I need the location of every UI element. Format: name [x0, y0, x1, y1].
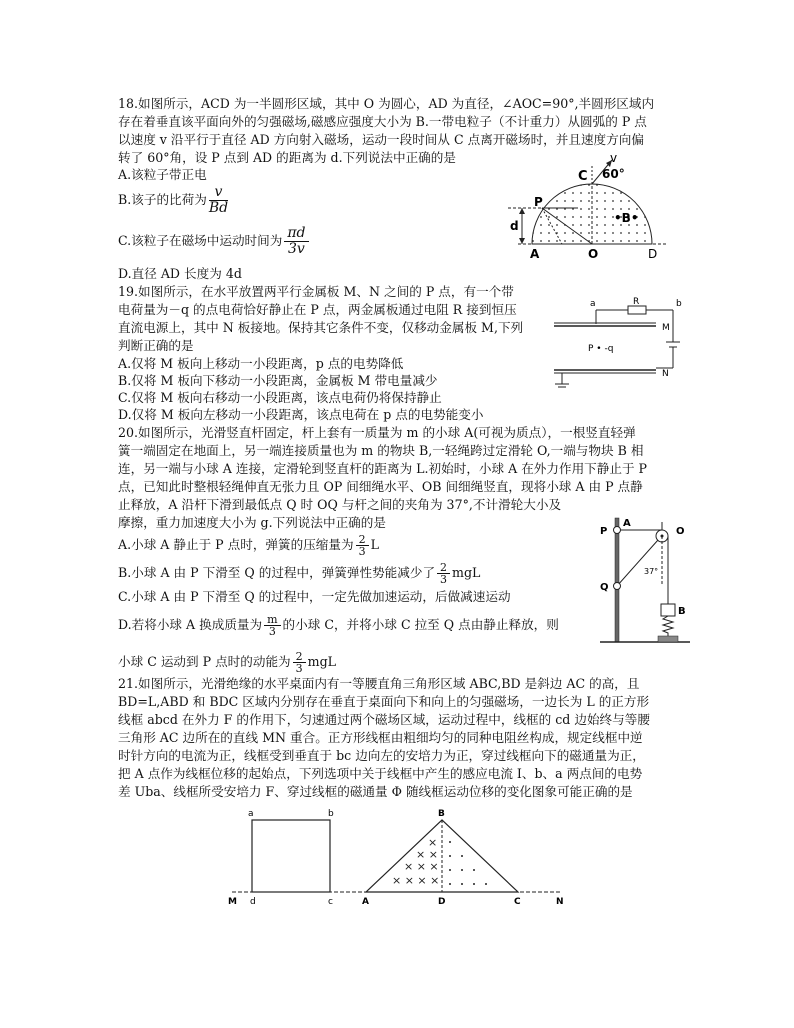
q19-fig-p: P • -q [588, 344, 614, 354]
q18-fig-angle: 60° [602, 167, 625, 181]
q18-line-4: 转了 60°角，设 P 点到 AD 的距离为 d.下列说法中正确的是 [118, 150, 456, 165]
svg-text:× × ×: × × × [404, 860, 439, 873]
q20-option-d: D.若将小球 A 换成质量为 $\frac{m}{3}$ 的小球 C，并将小球 C 拉至 Q 点由静止释放，则 [118, 613, 559, 638]
q21-fig-a-point: A [362, 897, 369, 906]
q20-line-5: 止释放，A 沿杆下滑到最低点 Q 时 OQ 与杆之间的夹角为 37°,不计滑轮大小及 [118, 497, 562, 512]
q21-magnetic-field-figure [222, 806, 572, 906]
q21-line-4: 三角形 AC 边所在的直线 MN 重合。正方形线框由粗细均匀的同种电阻丝构成，规定线框中逆 [118, 730, 643, 745]
q18-line-3: 以速度 v 沿平行于直径 AD 方向射入磁场，运动一段时间从 C 点离开磁场时，并且速度方向偏 [118, 132, 644, 147]
q19-fig-n: N [662, 369, 669, 379]
q21-fig-d: d [250, 897, 256, 906]
q18-option-b: B.该子的比荷为 $\frac{v}{Bd}$ [118, 184, 229, 216]
q21-fig-c-point: C [514, 897, 521, 906]
q19-option-b: B.仅将 M 板向下移动一小段距离，金属板 M 带电量减少 [118, 373, 438, 388]
q20-fig-angle: 37° [644, 567, 659, 576]
q20-option-b: B.小球 A 由 P 下滑至 Q 的过程中，弹簧弹性势能减少了 $\frac{2}{3}$ mgL [118, 561, 481, 586]
q21-line-1: 21.如图所示，光滑绝缘的水平桌面内有一等腰直角三角形区域 ABC,BD 是斜边 AC 的高，且 [118, 676, 640, 691]
q19-line-4: 判断正确的是 [118, 338, 194, 353]
q18-fig-o: O [588, 247, 599, 261]
q20-fig-p: P [600, 526, 608, 537]
q21-line-2: BD=L,ABD 和 BDC 区域内分别存在垂直于桌面向下和向上的匀强磁场，一边长为 L 的正方形 [118, 694, 650, 709]
q18-fig-d: d [510, 219, 519, 233]
q19-fig-b: b [676, 299, 682, 309]
q19-option-a: A.仅将 M 板向上移动一小段距离，p 点的电势降低 [118, 356, 404, 371]
q20-option-c: C.小球 A 由 P 下滑至 Q 的过程中，一定先做加速运动，后做减速运动 [118, 589, 511, 604]
q18-line-2: 存在着垂直该平面向外的匀强磁场,磁感应强度大小为 B.一带电粒子（不计重力）从圆弧的 P 点 [118, 114, 647, 129]
q18-semicircle-figure [498, 150, 678, 262]
q20-pulley-figure [590, 512, 700, 650]
q18-fig-b: •B• [614, 211, 639, 225]
q21-fig-n: N [556, 897, 564, 906]
q19-fig-a: a [590, 299, 596, 309]
q19-fig-r: R [633, 297, 640, 307]
q21-fig-c: c [328, 897, 333, 906]
q18-line-1: 18.如图所示，ACD 为一半圆形区域，其中 O 为圆心，AD 为直径，∠AOC=90°,半圆形区域内 [118, 96, 655, 111]
q18-fig-c: C [578, 169, 588, 184]
q21-fig-d-point: D [438, 897, 446, 906]
q19-fig-m: M [662, 323, 670, 333]
q19-option-d: D.仅将 M 板向左移动一小段距离，该点电荷在 p 点的电势能变小 [118, 407, 484, 422]
svg-text:× ×: × × [416, 848, 438, 861]
q20-fig-q: Q [600, 582, 609, 593]
q21-line-5: 时针方向的电流为正，线框受到垂直于 bc 边向左的安培力为正，穿过线框向下的磁通量为正， [118, 748, 645, 763]
q20-option-d-cont: 小球 C 运动到 P 点时的动能为 $\frac{2}{3}$ mgL [118, 650, 337, 675]
q20-fig-o: O [676, 526, 685, 537]
q20-line-3: 连，另一端与小球 A 连接，定滑轮到竖直杆的距离为 L.初始时，小球 A 在外力作用下静止于 P [118, 461, 648, 476]
q20-fig-a: A [623, 518, 631, 529]
q20-option-a: A.小球 A 静止于 P 点时，弹簧的压缩量为 $\frac{2}{3}$ L [118, 533, 379, 558]
q19-line-1: 19.如图所示，在水平放置两平行金属板 M、N 之间的 P 点，有一个带 [118, 284, 514, 299]
q21-line-6: 把 A 点作为线框位移的起始点，下列选项中关于线框中产生的感应电流 I、b、a 两点间的电势 [118, 766, 643, 781]
q21-fig-b: b [328, 809, 334, 819]
q18-option-d: D.直径 AD 长度为 4d [118, 266, 242, 281]
q20-line-2: 簧一端固定在地面上，另一端连接质量也为 m 的物块 B,一轻绳跨过定滑轮 O,一端与物块 B 相 [118, 443, 644, 458]
q20-fig-b: B [678, 606, 686, 617]
q21-line-3: 线框 abcd 在外力 F 的作用下，匀速通过两个磁场区域，运动过程中，线框的 cd 边始终与等腰 [118, 712, 650, 727]
q21-dot-marks [449, 841, 487, 885]
svg-text:× × × ×: × × × × [392, 874, 440, 887]
q18-fig-p: P [534, 195, 543, 209]
q18-fig-d-point: D [648, 247, 658, 261]
q20-line-6: 摩擦，重力加速度大小为 g.下列说法中正确的是 [118, 515, 386, 530]
svg-text:×: × [428, 836, 438, 849]
q18-fig-v: v [610, 151, 618, 165]
q20-line-4: 点，已知此时整根轻绳伸直无张力且 OP 间细绳水平、OB 间细绳竖直，现将小球 A 由 P 点静 [118, 479, 643, 494]
q21-fig-a: a [248, 809, 254, 819]
q18-option-a: A.该粒子带正电 [118, 167, 207, 182]
q18-option-c: C.该粒子在磁场中运动时间为 $\frac{\pi d}{3v}$ [118, 224, 311, 258]
q21-fig-m: M [228, 897, 237, 906]
q20-line-1: 20.如图所示，光滑竖直杆固定，杆上套有一质量为 m 的小球 A(可视为质点），一根竖直轻弹 [118, 425, 636, 440]
q19-line-2: 电荷量为－q 的点电荷恰好静止在 P 点，两金属板通过电阻 R 接到恒压 [118, 302, 517, 317]
q19-option-c: C.仅将 M 板向右移动一小段距离，该点电荷仍将保持静止 [118, 390, 442, 405]
q19-capacitor-figure [548, 296, 688, 396]
q21-line-7: 差 Uba、线框所受安培力 F、穿过线框的磁通量 Φ 随线框运动位移的变化图象可能正确的是 [118, 784, 633, 799]
q21-fig-b-point: B [438, 809, 445, 819]
q19-line-3: 直流电源上，其中 N 板接地。保持其它条件不变，仅移动金属板 M,下列 [118, 320, 524, 335]
q18-fig-a: A [530, 247, 540, 261]
q21-cross-marks [392, 836, 439, 887]
